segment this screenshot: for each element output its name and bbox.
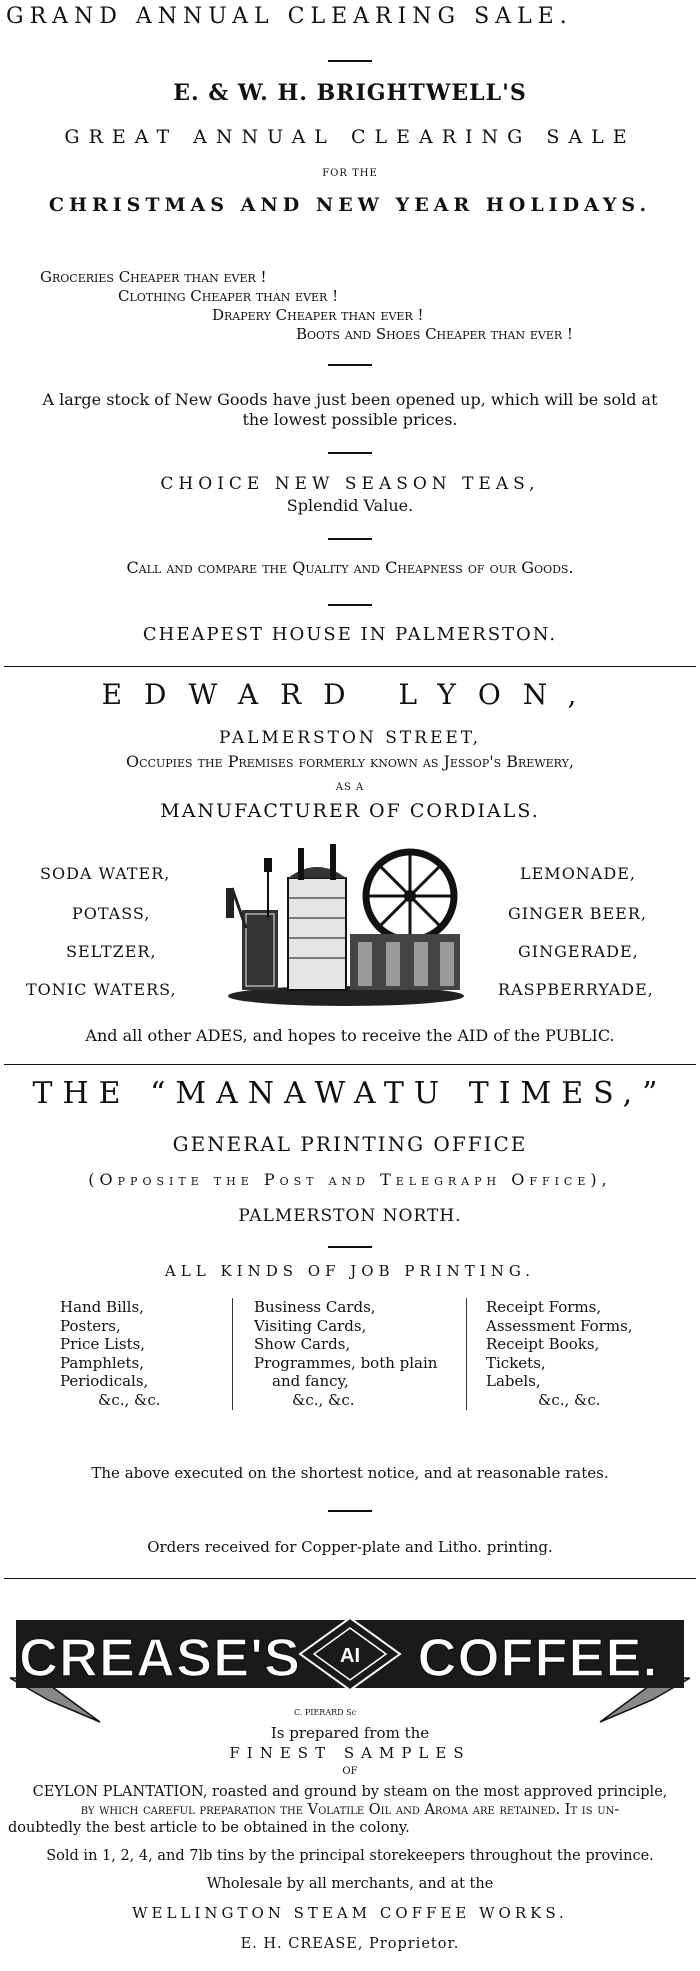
- edward-lyon-name: EDWARD LYON,: [101, 678, 599, 711]
- job-item: Labels,: [486, 1372, 541, 1390]
- job-column-3: [486, 1298, 633, 1409]
- stock-text-line2: the lowest possible prices.: [242, 410, 458, 429]
- manufacturer-cordials: MANUFACTURER OF CORDIALS.: [160, 800, 540, 822]
- printing-office: GENERAL PRINTING OFFICE: [172, 1132, 528, 1156]
- section-rule: [4, 1064, 696, 1065]
- divider: [328, 452, 372, 454]
- job-item: &c., &c.: [292, 1390, 355, 1409]
- job-item: Tickets,: [486, 1353, 546, 1372]
- manawatu-times-title: THE “MANAWATU TIMES,”: [32, 1076, 668, 1111]
- executed-notice: The above executed on the shortest notice, and at reasonable rates.: [91, 1464, 609, 1482]
- drapery-line: Drapery Cheaper than ever !: [212, 306, 424, 324]
- cheapest-house: CHEAPEST HOUSE IN PALMERSTON.: [142, 624, 558, 645]
- coffee-desc-line1: CEYLON PLANTATION, roasted and ground by steam on the most approved principle,: [32, 1784, 668, 1800]
- cordial-item-right: RASPBERRYADE,: [498, 980, 654, 999]
- cordial-item-right: GINGER BEER,: [508, 904, 647, 923]
- column-divider: [466, 1298, 467, 1410]
- banner-center-mark: AI: [340, 1645, 360, 1667]
- stock-text-line1: A large stock of New Goods have just been opened up, which will be sold at: [42, 390, 658, 409]
- job-item: Price Lists,: [60, 1335, 146, 1353]
- engraver-mark: C. PIERARD Sc: [294, 1708, 357, 1717]
- palmerston-north: PALMERSTON NORTH.: [238, 1206, 462, 1226]
- job-item: &c., &c.: [538, 1390, 601, 1409]
- for-the-label: FOR THE: [322, 168, 378, 179]
- holidays-title: CHRISTMAS AND NEW YEAR HOLIDAYS.: [48, 194, 652, 216]
- cordial-item-left: TONIC WATERS,: [26, 980, 177, 999]
- as-a-label: AS A: [335, 782, 365, 793]
- divider: [328, 1510, 372, 1512]
- job-item: Receipt Books,: [486, 1335, 600, 1353]
- lyon-premises: Occupies the Premises formerly known as Jessop's Brewery,: [126, 752, 574, 771]
- of-label: OF: [342, 1766, 358, 1777]
- job-item: Hand Bills,: [60, 1298, 144, 1316]
- job-column-2: [254, 1298, 437, 1409]
- job-item: and fancy,: [272, 1372, 349, 1390]
- wholesale-text: Wholesale by all merchants, and at the: [206, 1876, 494, 1892]
- job-item: Programmes, both plain: [254, 1353, 438, 1372]
- job-item: Posters,: [60, 1316, 121, 1335]
- job-item: &c., &c.: [98, 1390, 161, 1409]
- firm-name: E. & W. H. BRIGHTWELL'S: [173, 80, 527, 106]
- coffee-works: WELLINGTON STEAM COFFEE WORKS.: [132, 1904, 568, 1922]
- prepared-from: Is prepared from the: [270, 1724, 430, 1742]
- job-item: Visiting Cards,: [254, 1316, 367, 1335]
- sold-in-tins: Sold in 1, 2, 4, and 7lb tins by the principal storekeepers throughout the province.: [46, 1848, 654, 1864]
- orders-received: Orders received for Copper-plate and Litho. printing.: [147, 1538, 553, 1556]
- teas-value: Splendid Value.: [286, 496, 414, 515]
- job-item: Show Cards,: [254, 1335, 351, 1353]
- job-printing-heading: ALL KINDS OF JOB PRINTING.: [164, 1262, 536, 1280]
- section-rule: [4, 1578, 696, 1579]
- lyon-footer: And all other ADES, and hopes to receive the AID of the PUBLIC.: [85, 1026, 615, 1045]
- section-rule: [4, 666, 696, 667]
- sale-title: GREAT ANNUAL CLEARING SALE: [64, 126, 636, 148]
- proprietor: E. H. CREASE, Proprietor.: [240, 1936, 460, 1952]
- cordial-item-left: SELTZER,: [66, 942, 157, 961]
- job-item: Assessment Forms,: [486, 1316, 633, 1335]
- column-divider: [232, 1298, 233, 1410]
- job-item: Business Cards,: [254, 1298, 376, 1316]
- divider: [328, 60, 372, 62]
- cordial-item-left: POTASS,: [72, 904, 151, 923]
- teas-heading: CHOICE NEW SEASON TEAS,: [160, 474, 540, 494]
- job-item: Pamphlets,: [60, 1353, 145, 1372]
- divider: [328, 604, 372, 606]
- cordial-item-right: GINGERADE,: [518, 942, 639, 961]
- job-item: Periodicals,: [60, 1372, 149, 1390]
- job-column-1: [60, 1298, 161, 1409]
- lyon-street: PALMERSTON STREET,: [218, 728, 482, 748]
- groceries-line: Groceries Cheaper than ever !: [40, 268, 267, 286]
- banner-left-word: CREASE'S: [19, 1628, 301, 1688]
- clearing-sale-header: GRAND ANNUAL CLEARING SALE.: [6, 4, 573, 29]
- coffee-desc-line2: by which careful preparation the Volatile Oil and Aroma are retained. It is un-: [80, 1802, 620, 1818]
- cordial-item-left: SODA WATER,: [40, 864, 171, 883]
- clothing-line: Clothing Cheaper than ever !: [118, 287, 339, 305]
- divider: [328, 1246, 372, 1248]
- job-item: Receipt Forms,: [486, 1298, 602, 1316]
- boots-line: Boots and Shoes Cheaper than ever !: [296, 325, 573, 343]
- divider: [328, 364, 372, 366]
- coffee-desc-line3: doubtedly the best article to be obtained in the colony.: [8, 1820, 410, 1836]
- opposite-post-office: (Opposite the Post and Telegraph Office),: [88, 1170, 612, 1189]
- finest-samples: FINEST SAMPLES: [229, 1744, 471, 1762]
- cordial-item-right: LEMONADE,: [520, 864, 636, 883]
- compare-text: Call and compare the Quality and Cheapness of our Goods.: [126, 558, 574, 577]
- divider: [328, 538, 372, 540]
- banner-right-word: COFFEE.: [417, 1628, 659, 1688]
- cordial-machinery-illustration: [218, 838, 468, 1008]
